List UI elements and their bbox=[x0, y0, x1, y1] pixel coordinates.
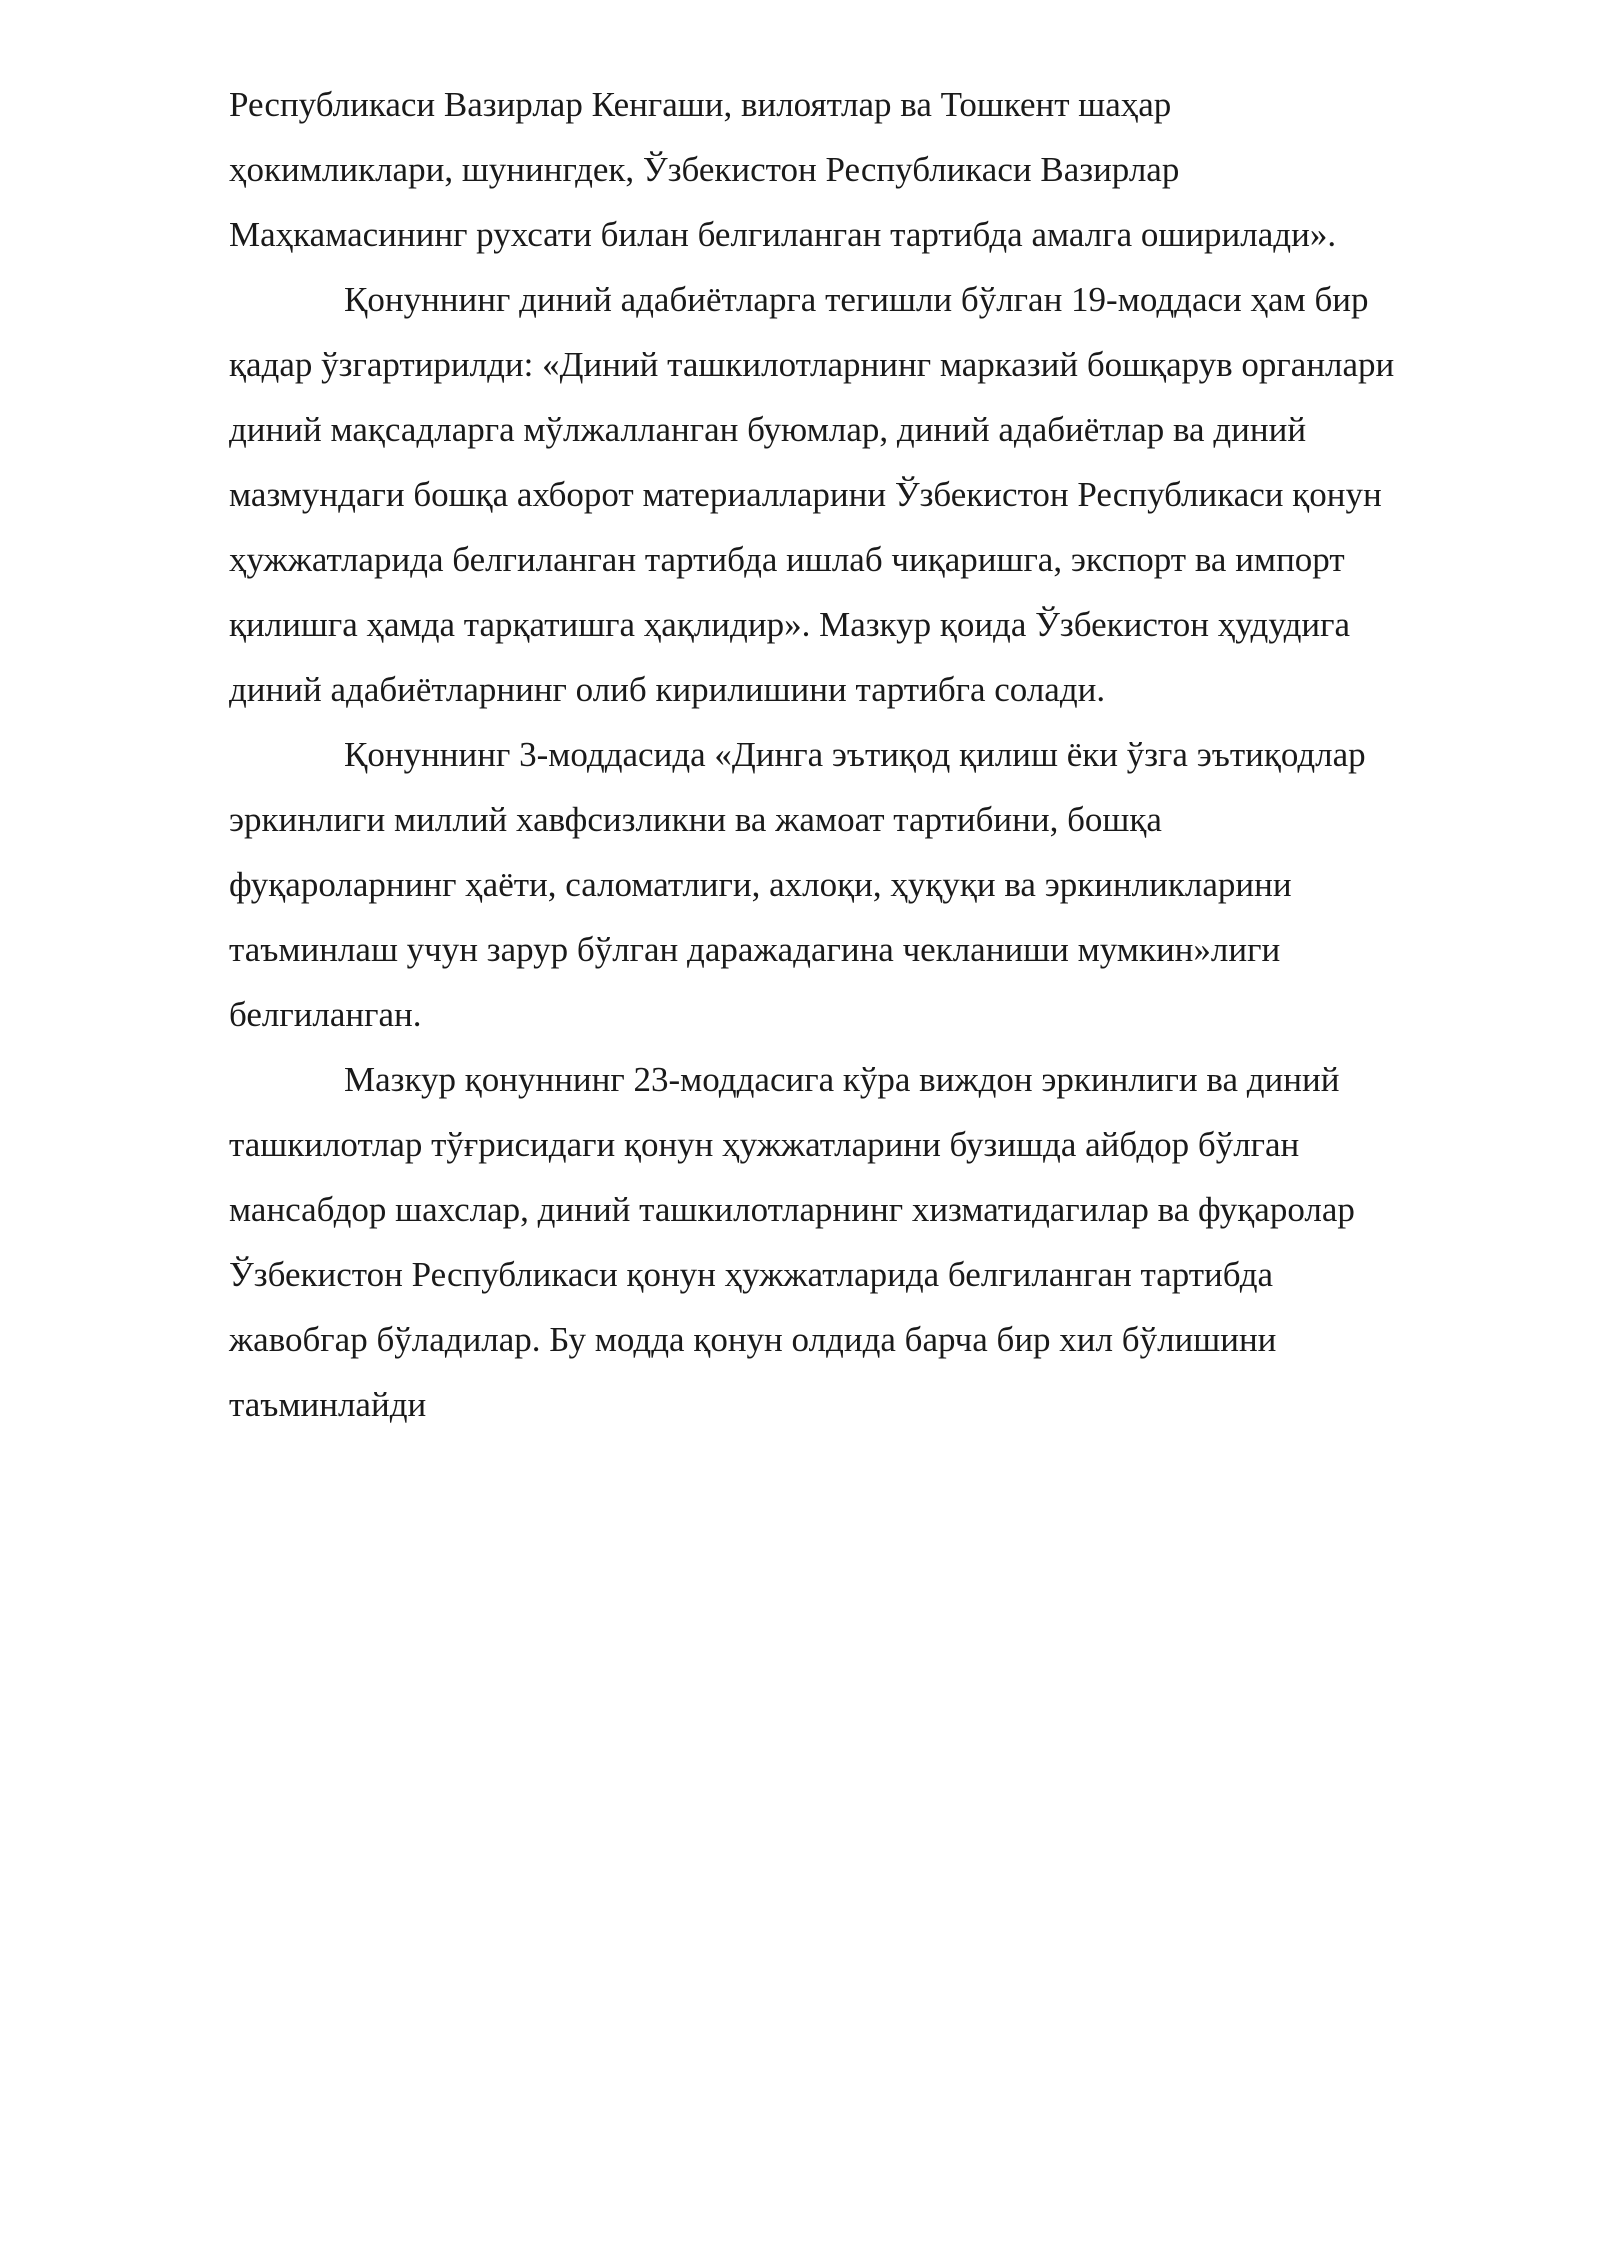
paragraph-first-line: Қонуннинг диний адабиётларга тегишли бўлган 19-моддаси ҳам бир bbox=[344, 280, 1369, 319]
text-line: қилишга ҳамда тарқатишга ҳақлидир». Мазкур қоида Ўзбекистон ҳудудига bbox=[229, 605, 1351, 644]
text-line: мазмундаги бошқа ахборот материалларини Ўзбекистон Республикаси қонун bbox=[229, 475, 1382, 514]
text-line: жавобгар бўладилар. Бу модда қонун олдида барча бир хил бўлишини bbox=[229, 1320, 1277, 1359]
text-line: эркинлиги миллий хавфсизликни ва жамоат тартибини, бошқа bbox=[229, 800, 1162, 839]
paragraph-first-line: Мазкур қонуннинг 23-моддасига кўра виждон эркинлиги ва диний bbox=[344, 1060, 1340, 1099]
text-line: Маҳкамасининг рухсати билан белгиланган тартибда амалга оширилади». bbox=[229, 215, 1337, 254]
text-line: мансабдор шахслар, диний ташкилотларнинг хизматидагилар ва фуқаролар bbox=[229, 1190, 1355, 1229]
text-line: белгиланган. bbox=[229, 995, 422, 1034]
text-line: ҳокимликлари, шунингдек, Ўзбекистон Республикаси Вазирлар bbox=[229, 150, 1180, 189]
text-line: қадар ўзгартирилди: «Диний ташкилотларнинг марказий бошқарув органлари bbox=[229, 345, 1395, 384]
paragraph-first-line: Қонуннинг 3-моддасида «Динга эътиқод қилиш ёки ўзга эътиқодлар bbox=[344, 735, 1366, 774]
text-line: ҳужжатларида белгиланган тартибда ишлаб чиқаришга, экспорт ва импорт bbox=[229, 540, 1345, 579]
text-line: таъминлайди bbox=[229, 1385, 427, 1424]
text-line: Республикаси Вазирлар Кенгаши, вилоятлар ва Тошкент шаҳар bbox=[229, 85, 1172, 124]
text-line: фуқароларнинг ҳаёти, саломатлиги, ахлоқи, ҳуқуқи ва эркинликларини bbox=[229, 865, 1292, 904]
document-body bbox=[229, 72, 1539, 1437]
text-line: Ўзбекистон Республикаси қонун ҳужжатларида белгиланган тартибда bbox=[229, 1255, 1274, 1294]
text-line: диний адабиётларнинг олиб кирилишини тартибга солади. bbox=[229, 670, 1106, 709]
text-line: диний мақсадларга мўлжалланган буюмлар, диний адабиётлар ва диний bbox=[229, 410, 1307, 449]
text-line: ташкилотлар тўғрисидаги қонун ҳужжатларини бузишда айбдор бўлган bbox=[229, 1125, 1300, 1164]
text-line: таъминлаш учун зарур бўлган даражадагина чекланиши мумкин»лиги bbox=[229, 930, 1281, 969]
